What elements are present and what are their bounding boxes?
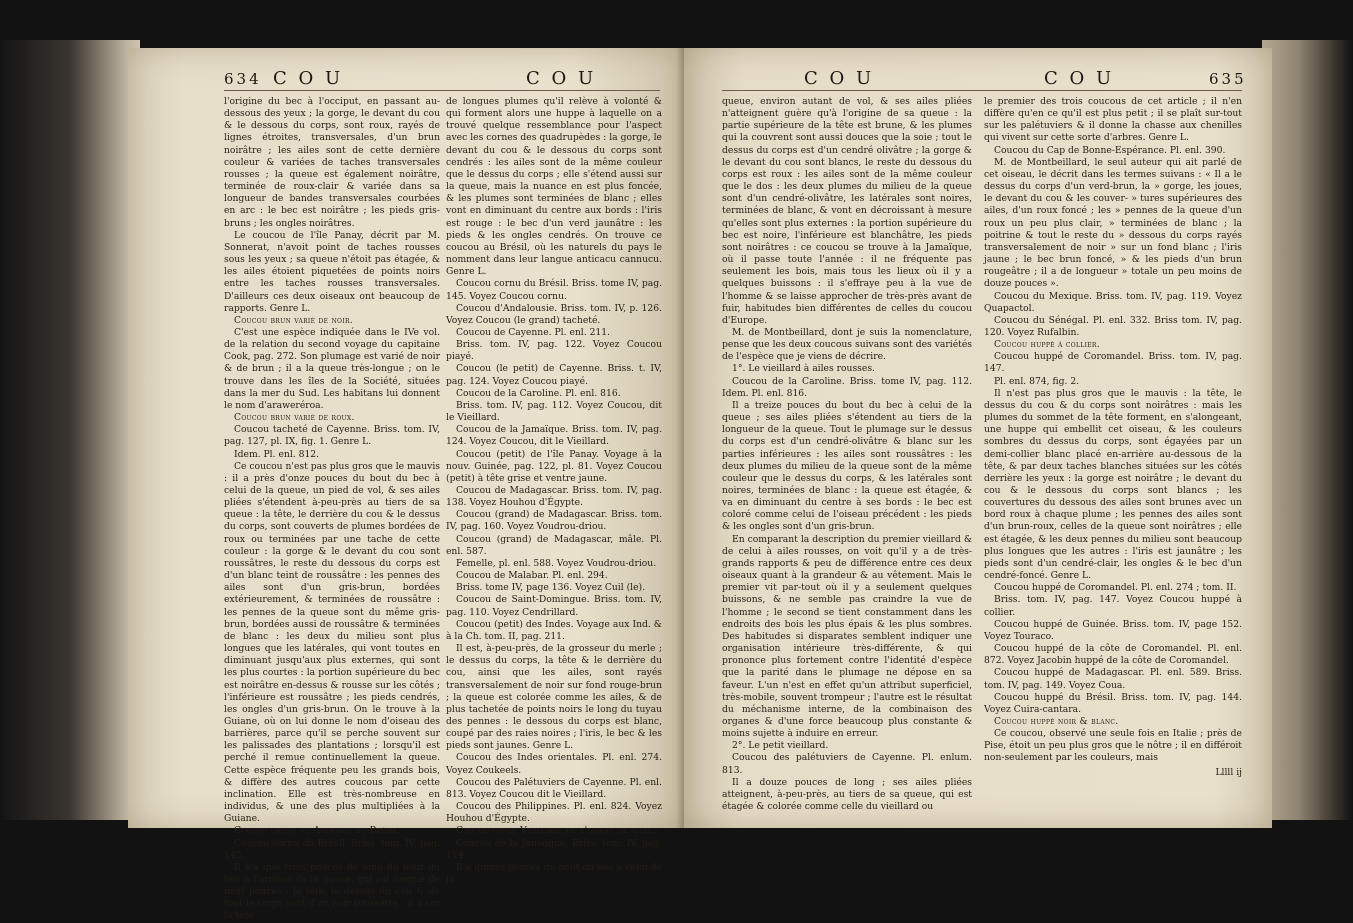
index-entry: Briss. tom. IV, pag. 112. Voyez Coucou, dit le Vieillard. <box>446 399 662 424</box>
text-paragraph: Idem. Pl. enl. 812. <box>234 448 320 460</box>
text-paragraph: Coucou cornu du Brésil. Briss. tom. IV, pag. 145. <box>224 837 440 861</box>
text-paragraph: M. de Montbeillard, dont je suis la nomenclature, pense que les deux coucous suivans sont des variétés de l'espèce que je viens de décrire. <box>722 326 972 363</box>
index-entry: Coucou de Malabar. Pl. enl. 294. <box>456 570 608 582</box>
text-paragraph: queue, environ autant de vol, & ses ailes pliées n'atteignent guère qu'à l'origine de sa queue : la partie supérieure de la tête est brune, & les plumes qui la couvrent sont aussi douces que la soie ; tout le dessus du corps est d'un cendré olivâtre ; la gorge & le devant du cou sont blancs, le reste du dessous du corps est roux : les ailes sont de la même couleur que le dos : les deux plumes du milieu de la queue sont d'un cendré-olivâtre, les latérales sont noires, terminées de blanc, & vont en décroissant à mesure qu'elles sont plus externes : la portion supérieure du bec est noire, l'inférieure est blanchâtre, les pieds sont noirâtres : ce coucou se trouve à la Jamaïque, où il passe toute l'année : il ne fréquente pas seulement les bois, mais tous les lieux où il y a quelques buissons : il s'effraye peu à la vue de l'homme & se laisse approcher de très-près avant de fuir, habitudes bien différentes de celles du coucou d'Europe. <box>722 96 972 326</box>
index-entry: Coucou des Indes orientales. Pl. enl. 274. Voyez Coukeels. <box>446 752 662 776</box>
right-page-header-right: C O U <box>1044 68 1115 89</box>
index-entry: Coucou d'Andalousie. Briss. tom. IV, p. 126. Voyez Coucou (le grand) tacheté. <box>446 302 662 326</box>
index-entry: Coucou cornu du Brésil. Briss. tome IV, pag. 145. Voyez Coucou cornu. <box>446 278 662 302</box>
text-paragraph: Il a douze pouces de long ; ses ailes pliées atteignent, à-peu-près, au tiers de sa queue, qui est étagée & colorée comme celle du vieillard ou <box>722 776 972 813</box>
index-entry: Coucou du Mexique. Briss. tom. IV, pag. 119. Voyez Quapactol. <box>984 290 1242 314</box>
left-page-column-2 <box>446 96 662 886</box>
index-entry: Coucou huppé de Madagascar. Pl. enl. 589. Briss. tom. IV, pag. 149. Voyez Coua. <box>984 667 1242 691</box>
left-header-rule <box>224 90 660 91</box>
entry-heading: 1°. Le vieillard à ailes rousses. <box>732 363 875 375</box>
left-page-column-1 <box>224 96 440 923</box>
entry-heading: Coucou huppé à collier. <box>994 339 1100 351</box>
index-entry: Coucou du Cap de Bonne-Espérance. Pl. enl. 390. <box>994 144 1226 156</box>
entry-heading: 2°. Le petit vieillard. <box>732 740 829 752</box>
right-page-number: 635 <box>1209 70 1247 88</box>
signature-mark: Lllll ij <box>1215 766 1242 778</box>
index-entry: Coucou (petit) de l'île Panay. Voyage à la nouv. Guinée, pag. 122, pl. 81. Voyez Coucou (petit) à tête grise et ventre jaune. <box>446 448 662 484</box>
index-entry: Coucou des palétuviers de Cayenne. Pl. enlum. 813. <box>722 752 972 776</box>
entry-heading: Coucou cornu ou Anticacu du Brésil. <box>234 825 401 837</box>
text-paragraph: Ce coucou n'est pas plus gros que le mauvis : il a près d'onze pouces du bout du bec à celui de la queue, un pied de vol, & ses ailes pliées s'étendent à-peu-près au tiers de sa queue : la tête, le derrière du cou & le dessus du corps, sont couverts de plumes bordées de roux ou terminées par une tache de cette couleur : la gorge & le devant du cou sont roussâtres, le reste du dessous du corps est d'un blanc teint de roussâtre : les pennes des ailes sont d'un gris-brun, bordées extérieurement, & terminées de roussâtre : les pennes de la queue sont du même gris-brun, bordées aussi de roussâtre & terminées de blanc : les deux du milieu sont plus longues que les latérales, qui vont toutes en diminuant jusqu'aux plus externes, qui sont les plus courtes : la portion supérieure du bec est noirâtre en-dessus & rousse sur les côtés ; l'inférieure est roussâtre ; les pieds cendrés, les ongles d'un gris-brun. On le trouve à la Guiane, où on lui donne le nom d'oiseau des barrières, parce qu'il se perche souvent sur les palissades des plantations ; lorsqu'il est perché il remue continuellement la queue. Cette espèce fréquente peu les grands bois, & diffère des autres coucous par cette inclination. Elle est très-nombreuse en individus, & une des plus multipliées à la Guiane. <box>224 460 440 825</box>
text-paragraph: de longues plumes qu'il relève à volonté & qui forment alors une huppe à laquelle on a trouvé quelque ressemblance pour l'aspect avec les cornes des quadrupèdes : la gorge, le devant du cou & le dessous du corps sont cendrés : les ailes sont de la même couleur que le dessus du corps ; elle s'étend aussi sur la queue, mais la nuance en est plus foncée, & les plumes sont terminées de blanc ; elles vont en diminuant du centre aux bords : l'iris est rouge : le bec d'un verd jaunâtre : les pieds & les ongles cendrés. On trouve ce coucou au Brésil, où les naturels du pays le nomment dans leur langue anticacu cannucu. Genre L. <box>446 96 662 278</box>
index-entry: Pl. enl. 874, fig. 2. <box>994 375 1080 387</box>
left-page <box>128 48 684 922</box>
index-entry: Coucou (le petit) de Cayenne. Briss. t. IV, pag. 124. Voyez Coucou piayé. <box>446 363 662 387</box>
text-paragraph: En comparant la description du premier vieillard & de celui à ailes rousses, on voit qu'il y a de très-grands rapports & peu de différence entre ces deux oiseaux quant à la grandeur & au vêtement. Mais le premier vit par-tout où il y a seulement quelques buissons, & ne semble pas craindre la vue de l'homme ; le second se tient constamment dans les endroits des bois les plus épais & les plus sombres. Des habitudes si disparates semblent indiquer une organisation intérieure très-différente, & qui prononce plus fortement contre l'identité d'espèce que la parité dans le plumage ne dépose en sa faveur. L'un n'est en effet qu'un attribut superficiel, très-mobile, souvent trompeur ; l'autre est le résultat du méchanisme interne, de la combinaison des organes & d'une force beaucoup plus constante & moins sujette à induire en erreur. <box>722 533 972 740</box>
text-paragraph: C'est une espèce indiquée dans le IVe vol. de la relation du second voyage du capitaine Cook, pag. 272. Son plumage est varié de noir & de brun ; il a la queue très-longue ; on le trouve dans les îles de la Société, situées dans la mer du Sud. Les habitans lui donnent le nom d'araweréroa. <box>224 326 440 411</box>
right-header-rule <box>722 90 1242 91</box>
index-entry: Coucou de Cayenne. Pl. enl. 211. <box>456 326 611 338</box>
index-entry: Briss. tome IV, page 136. Voyez Cuil (le). <box>456 582 646 594</box>
text-paragraph: Il n'a que trois pouces de long du bout du bec à l'origine de la queue, qui est longue de neuf pouces : la tête, le dessus du cou & de tout le corps sont d'un noir roussâtre : il a sur la tête <box>224 861 440 922</box>
index-entry: Coucou de la Caroline. Pl. enl. 816. <box>456 387 621 399</box>
left-page-number: 634 <box>224 70 262 88</box>
index-entry: Coucou des Palétuviers de Cayenne. Pl. enl. 813. Voyez Coucou dit le Vieillard. <box>446 776 662 800</box>
text-paragraph: Coucou tacheté de Cayenne. Briss. tom. IV, pag. 127, pl. IX, fig. 1. Genre L. <box>224 424 440 448</box>
index-entry: Coucou (petit) des Indes. Voyage aux Ind. & à la Ch. tom. II, pag. 211. <box>446 618 662 642</box>
text-paragraph: M. de Montbeillard, le seul auteur qui ait parlé de cet oiseau, le décrit dans les termes suivans : « Il a le dessus du corps d'un verd-brun, la » gorge, les joues, le devant du cou & les couver- » tures supérieures des ailes, d'un roux foncé ; les » pennes de la queue d'un roux un peu plus clair, » terminées de blanc ; la poitrine & tout le reste du » dessous du corps rayés transversalement de noir » sur un fond blanc ; l'iris jaune ; le bec brun foncé, » & les pieds d'un brun rougeâtre ; il a de longueur » totale un peu moins de douze pouces ». <box>984 156 1242 290</box>
index-entry: Coucou huppé de la côte de Coromandel. Pl. enl. 872. Voyez Jacobin huppé de la côte de Coromandel. <box>984 643 1242 667</box>
left-page-header-right: C O U <box>526 68 597 89</box>
index-entry: Coucou de la Jamaïque. Briss. tom. IV, pag. 114. <box>446 837 662 861</box>
entry-heading: Coucou dit le Vieillard, ou l'oiseau de pluie. <box>456 825 655 837</box>
index-entry: Coucou de la Caroline. Briss. tome IV, pag. 112. Idem. Pl. enl. 816. <box>722 375 972 399</box>
left-book-edge <box>0 40 140 820</box>
entry-heading: Coucou brun varié de roux. <box>234 412 355 424</box>
right-page <box>684 48 1272 828</box>
index-entry: Coucou de Madagascar. Briss. tom. IV, pag. 138. Voyez Houhou d'Égypte. <box>446 485 662 509</box>
right-book-edge <box>1262 40 1353 820</box>
index-entry: Femelle, pl. enl. 588. Voyez Voudrou-driou. <box>456 557 657 569</box>
entry-heading: Coucou huppé noir & blanc. <box>994 715 1119 727</box>
right-page-column-1 <box>722 96 972 813</box>
right-page-column-2 <box>984 96 1242 779</box>
index-entry: Briss. tom. IV, pag. 122. Voyez Coucou piayé. <box>446 339 662 363</box>
entry-heading: Coucou brun varié de noir. <box>234 314 353 326</box>
text-paragraph: Ce coucou, observé une seule fois en Italie ; près de Pise, étoit un peu plus gros que le nôtre ; il en différoit non-seulement par les couleurs, mais <box>984 728 1242 764</box>
left-page-header-left: C O U <box>273 68 344 89</box>
index-entry: Coucou du Sénégal. Pl. enl. 332. Briss tom. IV, pag. 120. Voyez Rufalbin. <box>984 314 1242 338</box>
index-entry: Coucou huppé de Guinée. Briss. tom. IV, page 152. Voyez Touraco. <box>984 618 1242 642</box>
text-paragraph: Il est, à-peu-près, de la grosseur du merle ; le dessus du corps, la tête & le derrière du cou, ainsi que les ailes, sont rayés transversalement de noir sur fond rouge-brun ; la queue est colorée comme les ailes, & de plus tachetée de points noirs le long du tuyau des pennes : le dessous du corps est blanc, coupé par des raies noires ; l'iris, le bec & les pieds sont jaunes. Genre L. <box>446 643 662 752</box>
text-paragraph: le premier des trois coucous de cet article ; il n'en diffère qu'en ce qu'il est plus petit ; il se plaît sur-tout sur les palétuviers & il donne la chasse aux chenilles qui vivent sur cette sorte d'arbres. Genre L. <box>984 96 1242 144</box>
index-entry: Coucou huppé du Brésil. Briss. tom. IV, pag. 144. Voyez Cuira-cantara. <box>984 691 1242 715</box>
text-paragraph: l'origine du bec à l'occiput, en passant au-dessous des yeux ; la gorge, le devant du cou & le dessous du corps, sont roux, rayés de lignes étroites, transversales, d'un brun noirâtre ; les ailes sont de cette dernière couleur & variées de taches transversales rousses ; la queue est également noirâtre, terminée de roux-clair & variée dans sa longueur de bandes transversales courbées en arc : le bec est noirâtre ; les pieds gris-bruns ; les ongles noirâtres. <box>224 96 440 229</box>
index-entry: Coucou (grand) de Madagascar, mâle. Pl. enl. 587. <box>446 533 662 557</box>
index-entry: Coucou des Philippines. Pl. enl. 824. Voyez Houhou d'Égypte. <box>446 801 662 825</box>
text-paragraph: Il a quinze pouces du bout du bec à celui de la <box>446 861 662 885</box>
text-paragraph: Le coucou de l'île Panay, décrit par M. Sonnerat, n'avoit point de taches rousses sous les yeux ; sa queue n'étoit pas étagée, & les ailes étoient piquetées de points noirs entre les taches rousses transversales. D'ailleurs ces deux oiseaux ont beaucoup de rapports. Genre L. <box>224 229 440 314</box>
index-entry: Coucou huppé de Coromandel. Pl. enl. 274 ; tom. II. <box>994 582 1237 594</box>
index-entry: Briss. tom. IV, pag. 147. Voyez Coucou huppé à collier. <box>984 594 1242 618</box>
right-page-header-left: C O U <box>804 68 875 89</box>
index-entry: Coucou de la Jamaïque. Briss. tom. IV, pag. 124. Voyez Coucou, dit le Vieillard. <box>446 424 662 448</box>
text-paragraph: Il n'est pas plus gros que le mauvis : la tête, le dessus du cou & du corps sont noirâtres : mais les plumes du sommet de la tête forment, en s'alongeant, une huppe qui embellit cet oiseau, & les couleurs sombres du dessus du corps, sont égayées par un demi-collier blanc placé en-arrière au-dessous de la tête, & par deux taches blanches situées sur les côtés derrière les yeux : la gorge est noirâtre ; le devant du cou & le dessous du corps sont blancs ; les couvertures du dessous des ailes sont brunes avec un bord roux à chaque plume ; les pennes des ailes sont d'un brun-roux, celles de la queue sont noirâtres ; elle est étagée, & les deux pennes du milieu sont beaucoup plus longues que les autres : l'iris est jaunâtre ; les pieds sont d'un cendré-clair, les ongles & le bec d'un cendré-foncé. Genre L. <box>984 387 1242 582</box>
index-entry: Coucou de Saint-Domingue. Briss. tom. IV, pag. 110. Voyez Cendrillard. <box>446 594 662 618</box>
index-entry: Coucou (grand) de Madagascar. Briss. tom. IV, pag. 160. Voyez Voudrou-driou. <box>446 509 662 533</box>
index-entry: Coucou huppé de Coromandel. Briss. tom. IV, pag. 147. <box>984 351 1242 375</box>
text-paragraph: Il a treize pouces du bout du bec à celui de la queue ; ses ailes pliées s'étendent au tiers de la longueur de la queue. Tout le plumage sur le dessus du corps est d'un cendré-olivâtre & blanc sur les parties inférieures : les ailes sont roussâtres : les deux plumes du milieu de la queue sont de la même couleur que le dessus du corps, & les latérales sont noires, terminées de blanc : la queue est étagée, & va en diminuant du centre à ses bords : le bec est coloré comme celui de l'oiseau précédent : les pieds & les ongles sont d'un gris-brun. <box>722 399 972 533</box>
